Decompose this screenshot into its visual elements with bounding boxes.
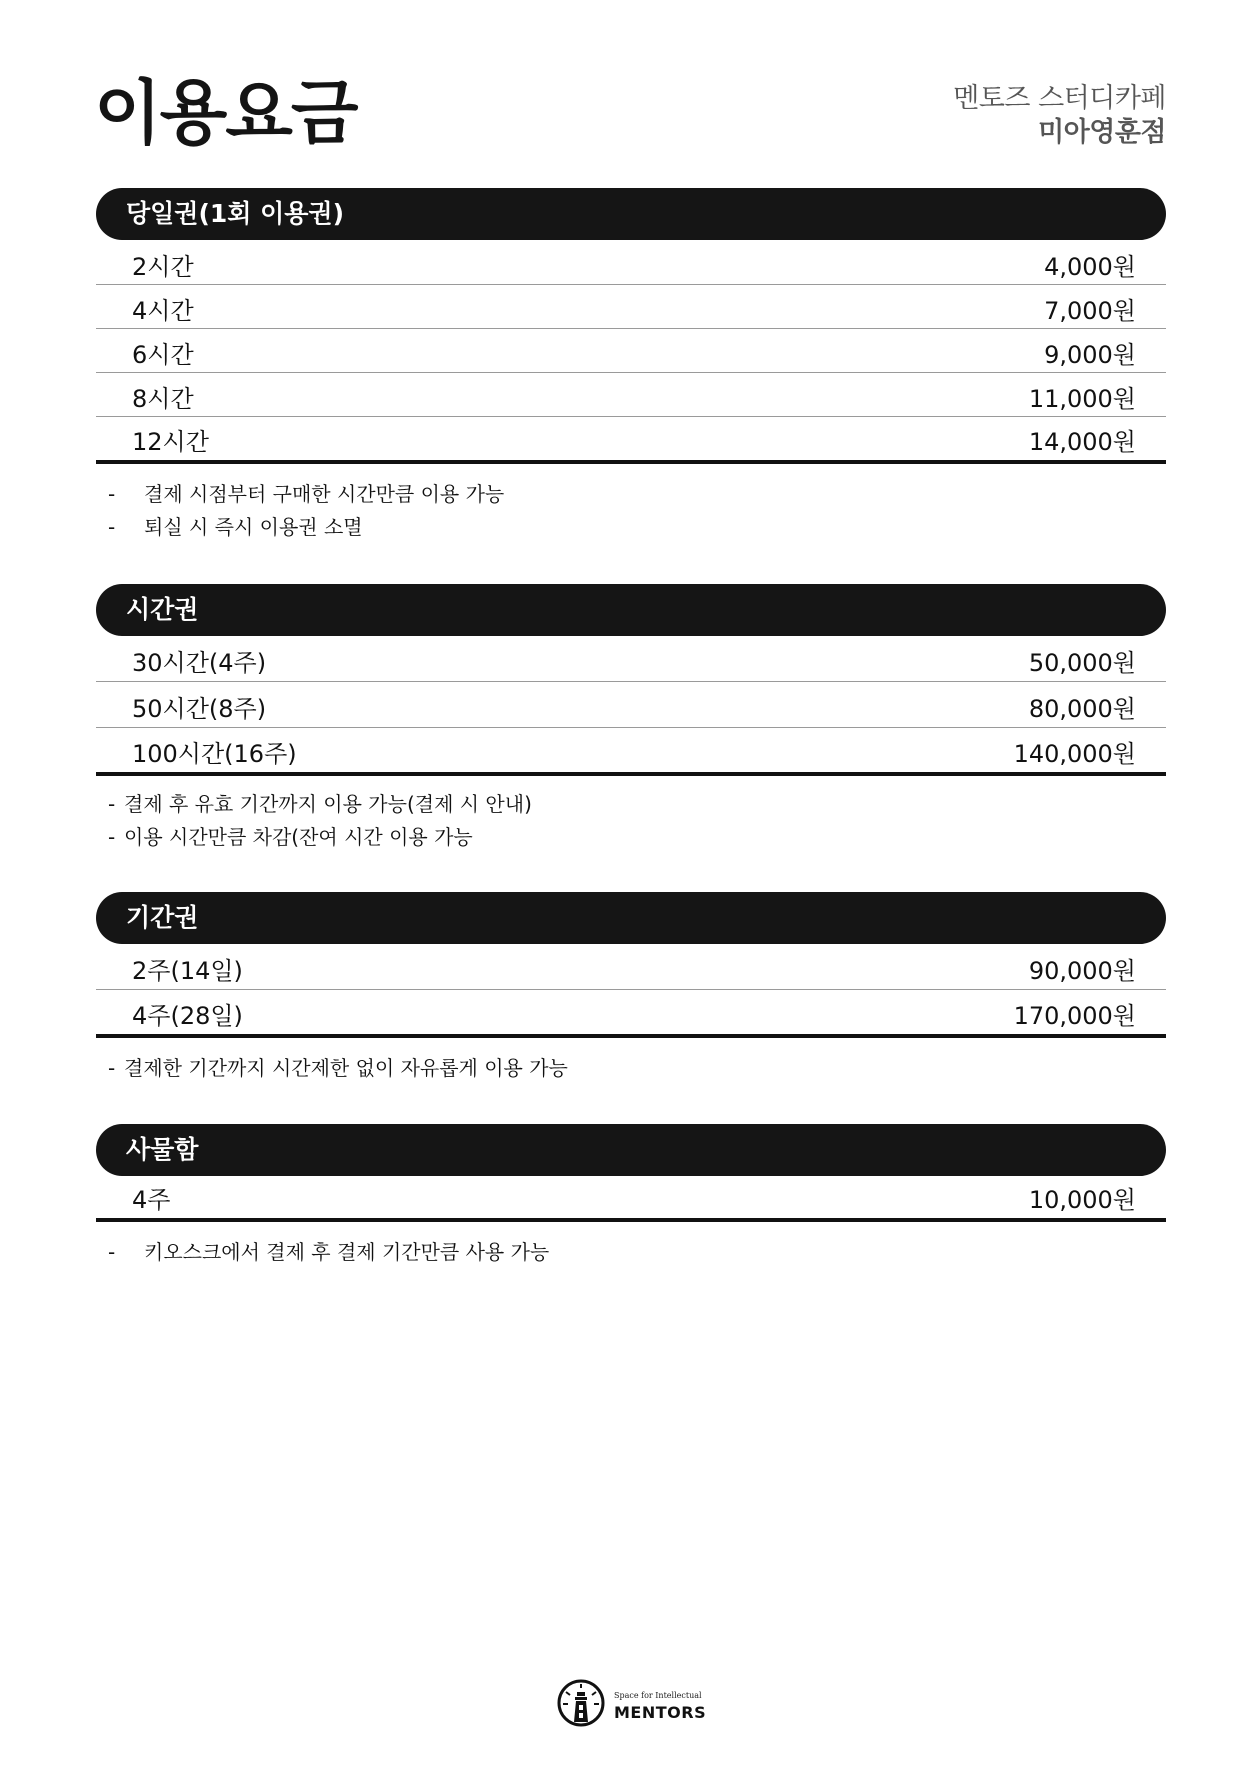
notes [96, 478, 1166, 544]
store-branch: 미아영훈점 [1038, 117, 1166, 148]
section-header: 당일권(1회 이용권) [96, 188, 1166, 240]
row-label: 50시간(8주) [132, 695, 267, 723]
note-item [96, 478, 1166, 511]
row-label: 30시간(4주) [132, 649, 267, 677]
row-label: 6시간 [132, 341, 194, 369]
table-row [96, 681, 1166, 727]
note-dash: - [108, 515, 116, 539]
row-label: 8시간 [132, 385, 194, 413]
section-header: 기간권 [96, 892, 1166, 944]
row-price: 140,000원 [1013, 740, 1136, 768]
table-row [96, 284, 1166, 328]
price-table [96, 944, 1166, 1038]
row-price: 4,000원 [1044, 253, 1136, 281]
table-row [96, 1176, 1166, 1218]
table-row [96, 416, 1166, 460]
price-table [96, 636, 1166, 776]
table-row [96, 372, 1166, 416]
notes [96, 788, 1166, 854]
note-text: 결제 후 유효 기간까지 이용 가능(결제 시 안내) [124, 792, 532, 816]
page-title: 이용요금 [94, 72, 357, 154]
row-price: 170,000원 [1013, 1002, 1136, 1030]
row-label: 4주(28일) [132, 1002, 243, 1030]
notes [96, 1236, 1166, 1269]
row-label: 2주(14일) [132, 957, 243, 985]
price-table [96, 1176, 1166, 1222]
row-label: 12시간 [132, 428, 209, 456]
table-row [96, 944, 1166, 989]
store-info [953, 82, 1166, 150]
row-price: 90,000원 [1028, 957, 1136, 985]
row-price: 9,000원 [1044, 341, 1136, 369]
note-text: 결제한 기간까지 시간제한 없이 자유롭게 이용 가능 [124, 1056, 568, 1080]
row-price: 80,000원 [1028, 695, 1136, 723]
store-brand: 멘토즈 스터디카페 [953, 83, 1166, 114]
row-label: 2시간 [132, 253, 194, 281]
note-dash: - [108, 1056, 116, 1080]
section-header: 사물함 [96, 1124, 1166, 1176]
note-item [96, 511, 1166, 544]
notes [96, 1052, 1166, 1085]
note-text: 키오스크에서 결제 후 결제 기간만큼 사용 가능 [144, 1240, 550, 1264]
section-hour-pass [96, 584, 1166, 854]
note-item [96, 1236, 1166, 1269]
note-item [96, 788, 1166, 821]
note-item [96, 821, 1166, 854]
note-dash: - [108, 825, 116, 849]
logo-tagline: Space for Intellectual [614, 1691, 702, 1700]
row-label: 4주 [132, 1186, 171, 1214]
row-price: 11,000원 [1028, 385, 1136, 413]
note-item [96, 1052, 1166, 1085]
section-period-pass [96, 892, 1166, 1085]
table-row [96, 636, 1166, 681]
note-dash: - [108, 792, 116, 816]
table-row [96, 727, 1166, 772]
note-text: 결제 시점부터 구매한 시간만큼 이용 가능 [144, 482, 505, 506]
table-row [96, 328, 1166, 372]
row-price: 7,000원 [1044, 297, 1136, 325]
note-text: 퇴실 시 즉시 이용권 소멸 [144, 515, 363, 539]
row-price: 10,000원 [1028, 1186, 1136, 1214]
section-locker [96, 1124, 1166, 1269]
row-price: 50,000원 [1028, 649, 1136, 677]
note-text: 이용 시간만큼 차감(잔여 시간 이용 가능 [124, 825, 473, 849]
section-header: 시간권 [96, 584, 1166, 636]
price-table [96, 240, 1166, 464]
row-label: 100시간(16주) [132, 740, 297, 768]
section-day-pass [96, 188, 1166, 544]
table-row [96, 240, 1166, 284]
note-dash: - [108, 482, 116, 506]
row-label: 4시간 [132, 297, 194, 325]
lighthouse-icon [556, 1678, 606, 1728]
logo-wordmark: MENTORS [614, 1703, 707, 1722]
table-row [96, 989, 1166, 1034]
note-dash: - [108, 1240, 116, 1264]
mentors-logo [556, 1678, 716, 1734]
row-price: 14,000원 [1028, 428, 1136, 456]
